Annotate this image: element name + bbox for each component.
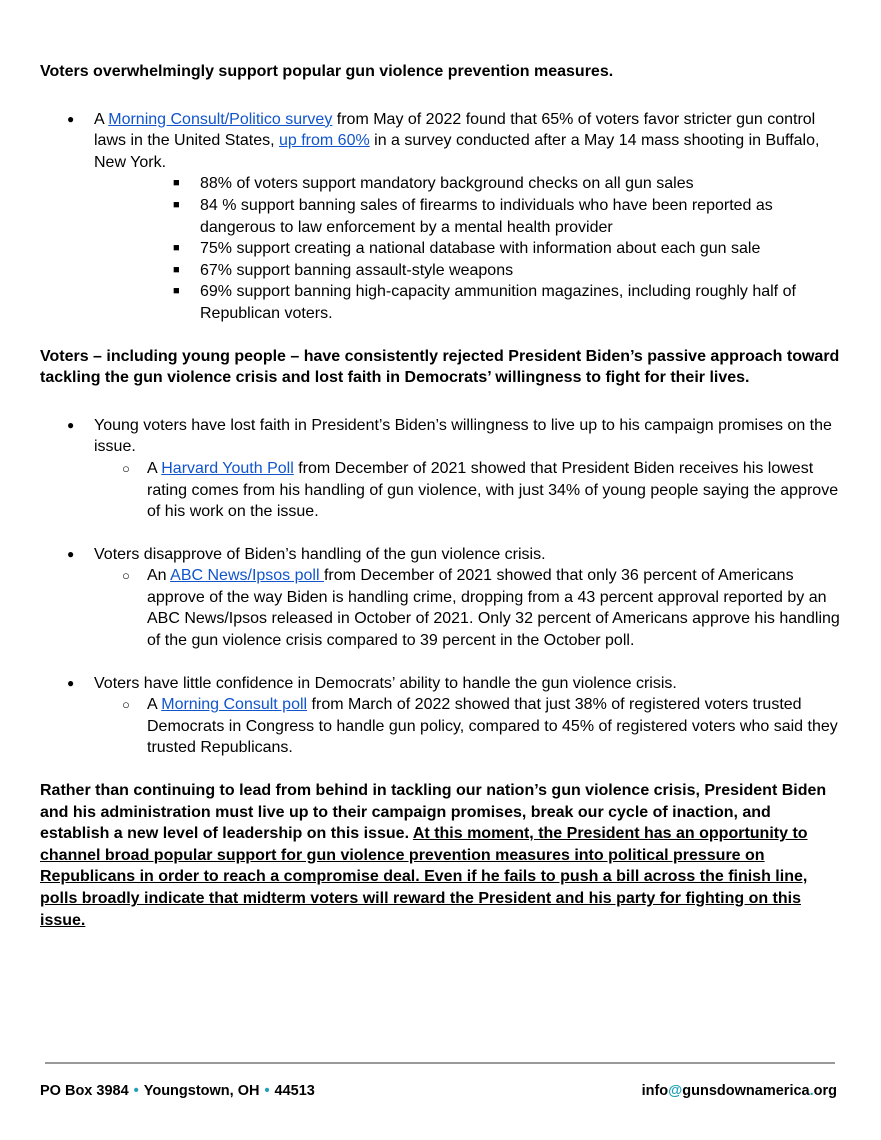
section-heading: Voters overwhelmingly support popular gun violence prevention measures. <box>40 63 614 80</box>
bullet-list <box>40 109 840 325</box>
footer-divider <box>45 1062 835 1064</box>
list-item: ● Voters have little confidence in Democrats’ ability to handle the gun violence crisis. <box>40 673 840 695</box>
section-heading: Voters – including young people – have consistently rejected President Biden’s passive approach toward tackling the gun violence crisis and lost faith in Democrats’ willingness to fight for their lives. <box>40 347 840 387</box>
bullet-list <box>40 415 840 523</box>
zip: 44513 <box>274 1083 315 1099</box>
separator-dot: • <box>264 1083 270 1099</box>
conclusion-paragraph <box>40 780 840 931</box>
list-item: ● Voters disapprove of Biden’s handling of the gun violence crisis. <box>40 544 840 566</box>
city: Youngstown, OH <box>143 1083 260 1099</box>
text: A <box>94 110 109 128</box>
email-user: info <box>641 1083 669 1099</box>
text: A <box>147 459 162 477</box>
document-body <box>40 61 840 931</box>
text: A <box>147 696 162 714</box>
list-item: ● Young voters have lost faith in President’s Biden’s willingness to live up to his campaign promises on the issue. <box>40 415 840 458</box>
sub-list-item <box>40 694 840 759</box>
footer-email[interactable] <box>642 1081 837 1103</box>
separator-dot: • <box>133 1083 139 1099</box>
text: from May of 2022 found that 65% of voters favor stricter gun control laws in the United States, <box>94 110 816 150</box>
morning-consult-poll-link[interactable]: Morning Consult poll <box>161 696 308 714</box>
email-tld: org <box>813 1083 837 1099</box>
bullet-list <box>40 544 840 652</box>
abc-news-ipsos-link[interactable]: ABC News/Ipsos poll <box>170 567 324 585</box>
text: from March of 2022 showed that just 38% of registered voters trusted Democrats in Congress to handle gun policy, compared to 45% of registered voters who said they trusted Republicans. <box>147 696 838 757</box>
list-item <box>40 109 840 174</box>
text: Rather than continuing to lead from behind in tackling our nation’s gun violence crisis, President Biden and his administration must live up to their campaign promises, break our cycle of inaction, and establish a new level of leadership on this issue. <box>40 782 827 843</box>
sub-list-item: ■ 75% support creating a national database with information about each gun sale <box>40 238 840 260</box>
sub-list-item: ■ 84 % support banning sales of firearms to individuals who have been reported as dangerous to law enforcement by a mental health provider <box>40 195 840 238</box>
text: from December of 2021 showed that President Biden receives his lowest rating comes from his handling of gun violence, with just 34% of young people saying the approve of his work on the issue. <box>147 459 839 521</box>
sub-list-item: ■ 67% support banning assault-style weapons <box>40 260 840 282</box>
harvard-youth-poll-link[interactable]: Harvard Youth Poll <box>161 459 294 477</box>
sub-list-item: ■ 88% of voters support mandatory background checks on all gun sales <box>40 173 840 195</box>
footer-address <box>40 1081 315 1103</box>
email-at: @ <box>668 1083 683 1099</box>
morning-consult-politico-link[interactable]: Morning Consult/Politico survey <box>108 110 333 128</box>
text: in a survey conducted after a May 14 mass shooting in Buffalo, New York. <box>94 132 820 171</box>
po-box: PO Box 3984 <box>40 1083 129 1099</box>
email-domain: gunsdownamerica <box>682 1083 810 1099</box>
text: from December of 2021 showed that only 36 percent of Americans approve of the way Biden is handling crime, dropping from a 43 percent approval reported by an ABC News/Ipsos released in October of 2021. Only 32 percent of Americans approve his handling of the gun violence crisis compared to 39 percent in the October poll. <box>147 567 840 650</box>
sub-list-item <box>40 458 840 523</box>
text: An <box>147 567 171 585</box>
sub-list-item <box>40 565 840 651</box>
sub-list-item: ■ 69% support banning high-capacity ammunition magazines, including roughly half of Republican voters. <box>40 281 840 324</box>
underlined-text: At this moment, the President has an opportunity to channel broad popular support for gun violence prevention measures into political pressure on Republicans in order to reach a compromise deal. Even if he fails to push a bill across the finish line, polls broadly indicate that midterm voters will reward the President and his party for fighting on this issue. <box>40 825 808 929</box>
up-from-60-link[interactable]: up from 60% <box>278 132 370 150</box>
bullet-list <box>40 673 840 759</box>
email-dot: . <box>809 1083 814 1099</box>
